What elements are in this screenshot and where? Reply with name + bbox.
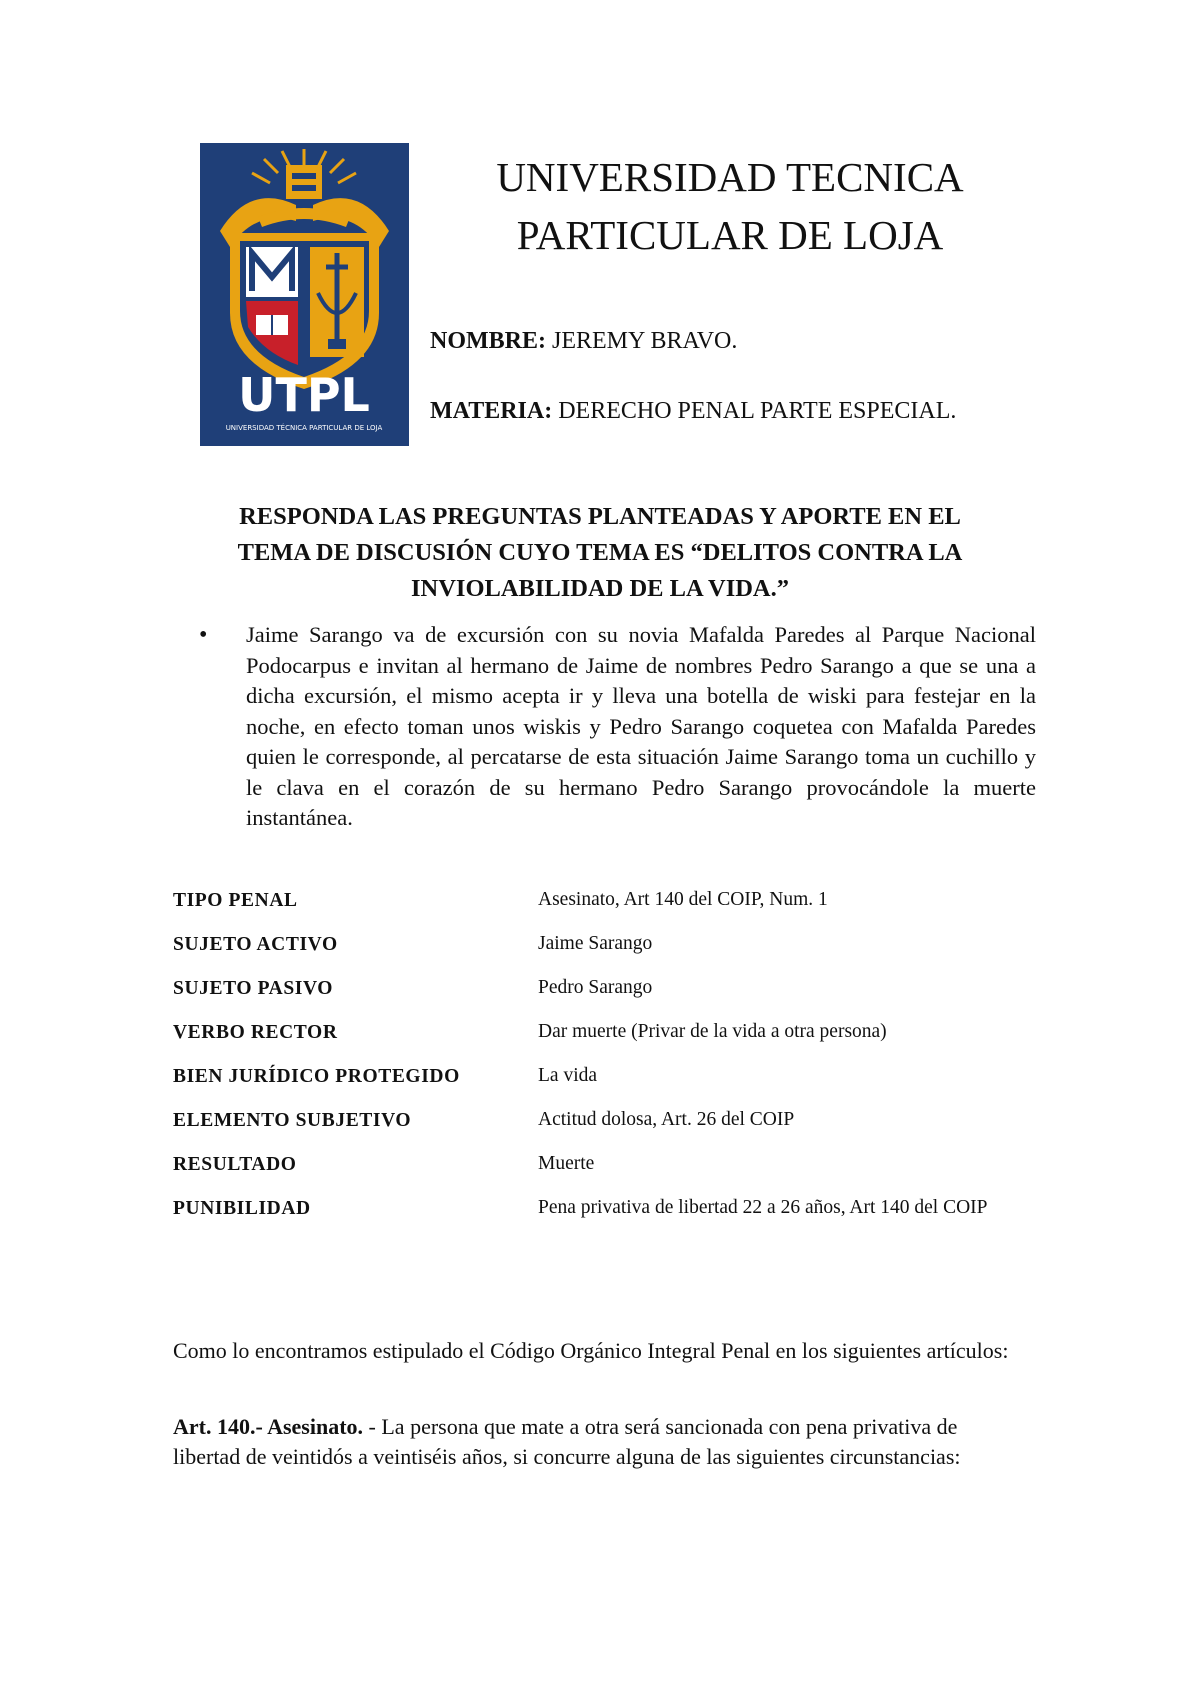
article-title: Art. 140.- Asesinato. bbox=[173, 1414, 364, 1439]
svg-text:UTPL: UTPL bbox=[238, 368, 370, 422]
student-name-line bbox=[430, 328, 737, 355]
heading-line3: INVIOLABILIDAD DE LA VIDA.” bbox=[410, 575, 789, 602]
intro-paragraph: Como lo encontramos estipulado el Código Orgánico Integral Penal en los siguientes artículos: bbox=[173, 1338, 1009, 1363]
row-label: VERBO RECTOR bbox=[173, 1022, 338, 1043]
assignment-heading bbox=[160, 499, 1040, 607]
utpl-logo bbox=[200, 143, 409, 446]
university-title-line2: PARTICULAR DE LOJA bbox=[516, 212, 944, 258]
row-label: SUJETO PASIVO bbox=[173, 978, 334, 999]
case-bullet bbox=[199, 620, 1036, 834]
materia-value: DERECHO PENAL PARTE ESPECIAL. bbox=[552, 398, 957, 424]
row-value: Actitud dolosa, Art. 26 del COIP bbox=[538, 1109, 795, 1130]
row-label: RESULTADO bbox=[173, 1154, 297, 1175]
row-label: PUNIBILIDAD bbox=[173, 1198, 311, 1219]
row-label: ELEMENTO SUBJETIVO bbox=[173, 1110, 412, 1131]
row-label: TIPO PENAL bbox=[173, 890, 298, 911]
row-value: La vida bbox=[538, 1065, 598, 1086]
nombre-value: JEREMY BRAVO. bbox=[546, 328, 738, 354]
row-label: BIEN JURÍDICO PROTEGIDO bbox=[173, 1066, 460, 1087]
row-value: Dar muerte (Privar de la vida a otra persona) bbox=[538, 1021, 887, 1042]
heading-line1: RESPONDA LAS PREGUNTAS PLANTEADAS Y APORTE EN EL bbox=[239, 503, 961, 530]
row-value: Jaime Sarango bbox=[538, 933, 653, 954]
case-text: Jaime Sarango va de excursión con su novia Mafalda Paredes al Parque Nacional Podocarpus e invitan al hermano de Jaime de nombres Pedro Sarango a que se una a dicha excursión, el mismo acepta ir y lleva una botella de wiski para festejar en la noche, en efecto toman unos wiskis y Pedro Sarango coquetea con Mafalda Paredes quien le corresponde, al percatarse de esta situación Jaime Sarango toma un cuchillo y le clava en el corazón de su hermano Pedro Sarango provocándole la muerte instantánea. bbox=[246, 622, 1036, 830]
nombre-label: NOMBRE: bbox=[430, 328, 546, 354]
university-title bbox=[440, 148, 1020, 264]
subject-line bbox=[430, 398, 956, 425]
materia-label: MATERIA: bbox=[430, 398, 553, 424]
row-value: Pedro Sarango bbox=[538, 977, 653, 998]
row-value: Asesinato, Art 140 del COIP, Num. 1 bbox=[538, 889, 828, 910]
article-paragraph bbox=[173, 1412, 1023, 1472]
article-text: - La persona que mate a otra será sancionada con pena privativa de libertad de veintidós a veintiséis años, si concurre alguna de las siguientes circunstancias: bbox=[173, 1414, 961, 1469]
row-label: SUJETO ACTIVO bbox=[173, 934, 338, 955]
bullet-dot-icon: • bbox=[199, 622, 208, 648]
row-value: Pena privativa de libertad 22 a 26 años, Art 140 del COIP bbox=[538, 1197, 988, 1218]
svg-text:UNIVERSIDAD TÉCNICA PARTICULAR: UNIVERSIDAD TÉCNICA PARTICULAR DE LOJA bbox=[225, 424, 383, 432]
heading-line2: TEMA DE DISCUSIÓN CUYO TEMA ES “DELITOS CONTRA LA bbox=[237, 539, 963, 566]
university-title-line1: UNIVERSIDAD TECNICA bbox=[496, 154, 964, 200]
utpl-crest-icon bbox=[200, 143, 409, 446]
row-value: Muerte bbox=[538, 1153, 595, 1174]
